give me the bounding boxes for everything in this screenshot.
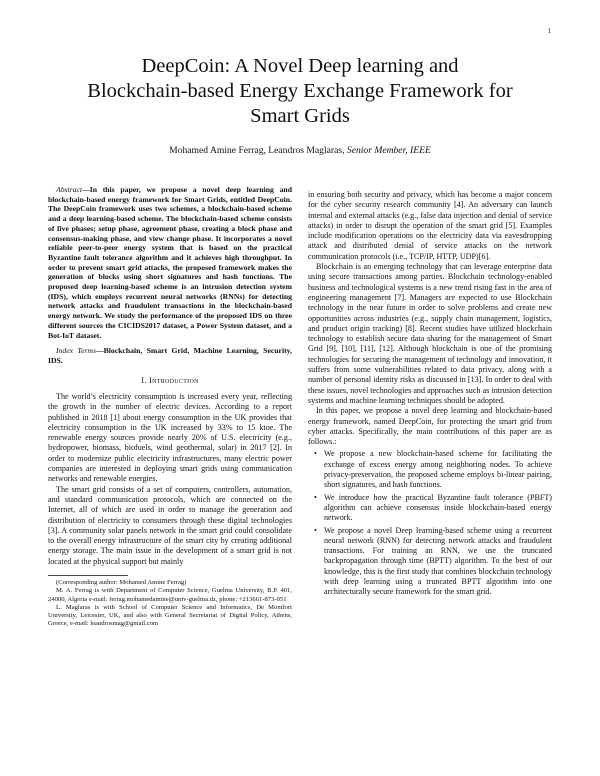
title-line: Smart Grids xyxy=(250,105,350,127)
title-line: Blockchain-based Energy Exchange Framework for xyxy=(87,80,513,102)
section-title: Introduction xyxy=(149,375,199,385)
author-line xyxy=(40,145,560,156)
list-item-text: We propose a novel Deep learning-based scheme using a recurrent neural network (RNN) for detecting network attacks and fraudulent transactions. For training an RNN, we use the truncated backpropagation through time (BPTT) algorithm. To the best of our knowledge, this is the first study that combines blockchain technology with deep learning using a truncated BPTT algorithm into one architecturally secure framework for the smart grid. xyxy=(324,525,552,597)
contributions-list xyxy=(308,449,552,597)
index-terms-text: —Blockchain, Smart Grid, Machine Learning, Security, IDS. xyxy=(48,346,292,365)
list-item-text: We introduce how the practical Byzantine fault tolerance (PBFT) algorithm can achieve consensus inside blockchain-based energy network. xyxy=(324,492,552,523)
list-item-text: We propose a new blockchain-based scheme for facilitating the exchange of excess energy among neighboring nodes. To achieve privacy-preservation, the proposed scheme employs bi-linear pairing, short signatures, and hash functions. xyxy=(324,449,552,490)
author-names: Mohamed Amine Ferrag, Leandros Maglaras, xyxy=(169,145,345,156)
list-item xyxy=(314,449,552,490)
body-paragraph: The smart grid consists of a set of computers, controllers, automation, and standard communication protocols, which are connected on the Internet, all of which are used in order to manage the generation and distribution of electricity to consumers through these digital technologies [3]. A community solar panels network in the smart grid could consolidate to the overall energy infrastructure of the smart city by creating additional energy storage. The main issue in the development of a smart grid is not located at the physical support but mainly xyxy=(48,484,292,566)
bullet-icon: • xyxy=(314,492,317,502)
body-paragraph: The world’s electricity consumption is increased every year, reflecting the growth in the number of electric devices. According to a report published in 2018 [1] about energy consumption in the UK provides that electricity consumption in the UK increased by 33% to 15 ktoe. The renewable energy sources provide nearly 20% of U.S. electricity (e.g., hydropower, biomass, biofuels, wind geothermal, solar) in 2017 [2]. In order to modernize public electricity infrastructures, many electric power companies are interested in deploying smart grids using communication networks and renewable energies. xyxy=(48,391,292,484)
body-paragraph: Blockchain is an emerging technology that can leverage enterprise data using secure transactions among parties. Blockchain technology-enabled business and technological systems is a new trend rising fast in the area of engineering management [7]. Managers are expected to use Blockchain technology in the near future in order to solve problems and create new opportunities across industries (e.g., supply chain management, logistics, and product origin tracking) [8]. Recent studies have utilized blockchain technology to establish secure data sharing for the management of Smart Grid [9], [10], [11], [12]. Although blockchain is one of the promising technologies for securing the management of technology and innovation, it suffers from some vulnerabilities related to data privacy, along with a number of personal identity risks as discussed in [13]. In order to deal with these issues, novel technologies and approaches such as intrusion detection systems and machine learning techniques should be adopted. xyxy=(308,262,552,405)
list-item xyxy=(314,525,552,598)
author-suffix: Senior Member, IEEE xyxy=(346,145,431,156)
footnote: (Corresponding author: Mohamed Amine Ferrag) xyxy=(56,579,187,586)
footnote-divider xyxy=(48,575,128,576)
bullet-icon: • xyxy=(314,525,317,535)
footnote: L. Maglaras is with School of Computer Science and Informatics, De Montfort University, Leicester, UK, and also with General Secretariat of Digital Policy, Athens, Greece, e-mail: leandrosmag@gmail.com xyxy=(48,603,292,628)
body-paragraph: In this paper, we propose a novel deep learning and blockchain-based energy framework, named DeepCoin, for protecting the smart grid from cyber attacks. Specifically, the main contributions of this paper are as follows.: xyxy=(308,406,552,447)
abstract-label: Abstract xyxy=(56,185,83,194)
page-number: 1 xyxy=(547,27,551,35)
bullet-icon: • xyxy=(314,449,317,459)
index-terms-label: Index Terms xyxy=(56,346,96,356)
right-column xyxy=(308,190,552,600)
section-numeral: I. xyxy=(141,375,147,385)
section-heading-introduction xyxy=(48,376,292,386)
index-terms xyxy=(48,346,292,365)
paper-title xyxy=(40,54,560,129)
list-item xyxy=(314,492,552,524)
title-line: DeepCoin: A Novel Deep learning and xyxy=(141,55,459,77)
footnote: M. A. Ferrag is with Department of Computer Science, Guelma University, B.P. 401, 24000, Algeria e-mail: ferrag.mohamedamine@univ-guelma.dz, phone: +213661-873-051 xyxy=(48,587,292,603)
left-column xyxy=(48,185,292,629)
abstract xyxy=(48,185,292,340)
body-paragraph: in ensuring both security and privacy, which has become a major concern for the cyber security research community [4]. An adversary can launch internal and external attacks (e.g., false data injection and denial of service attacks) in order to disrupt the operation of the smart grid [5]. Examples include modification operations on the electricity data via eavesdropping attack and distributed denial of service attacks on the network communication protocols (i.e., TCP/IP, HTTP, UDP)[6]. xyxy=(308,190,552,261)
abstract-text: —In this paper, we propose a novel deep learning and blockchain-based energy framework for Smart Grids, entitled DeepCoin. The DeepCoin framework uses two schemes, a blockchain-based scheme and a deep learning-based scheme. The blockchain-based scheme consists of five phases; setup phase, agreement phase, creating a block phase and consensus-making phase, and view change phase. It incorporates a novel reliable peer-to-peer energy system that is based on the practical Byzantine fault tolerance algorithm and it achieves high throughput. In order to prevent smart grid attacks, the proposed framework makes the generation of blocks using short signatures and hash functions. The proposed deep learning-based scheme is an intrusion detection system (IDS), which employs recurrent neural networks (RNNs) for detecting network attacks and fraudulent transactions in the blockchain-based energy network. We study the performance of the proposed IDS on three different sources the CICIDS2017 dataset, a Power System dataset, and a Bot-IoT dataset. xyxy=(48,185,292,340)
